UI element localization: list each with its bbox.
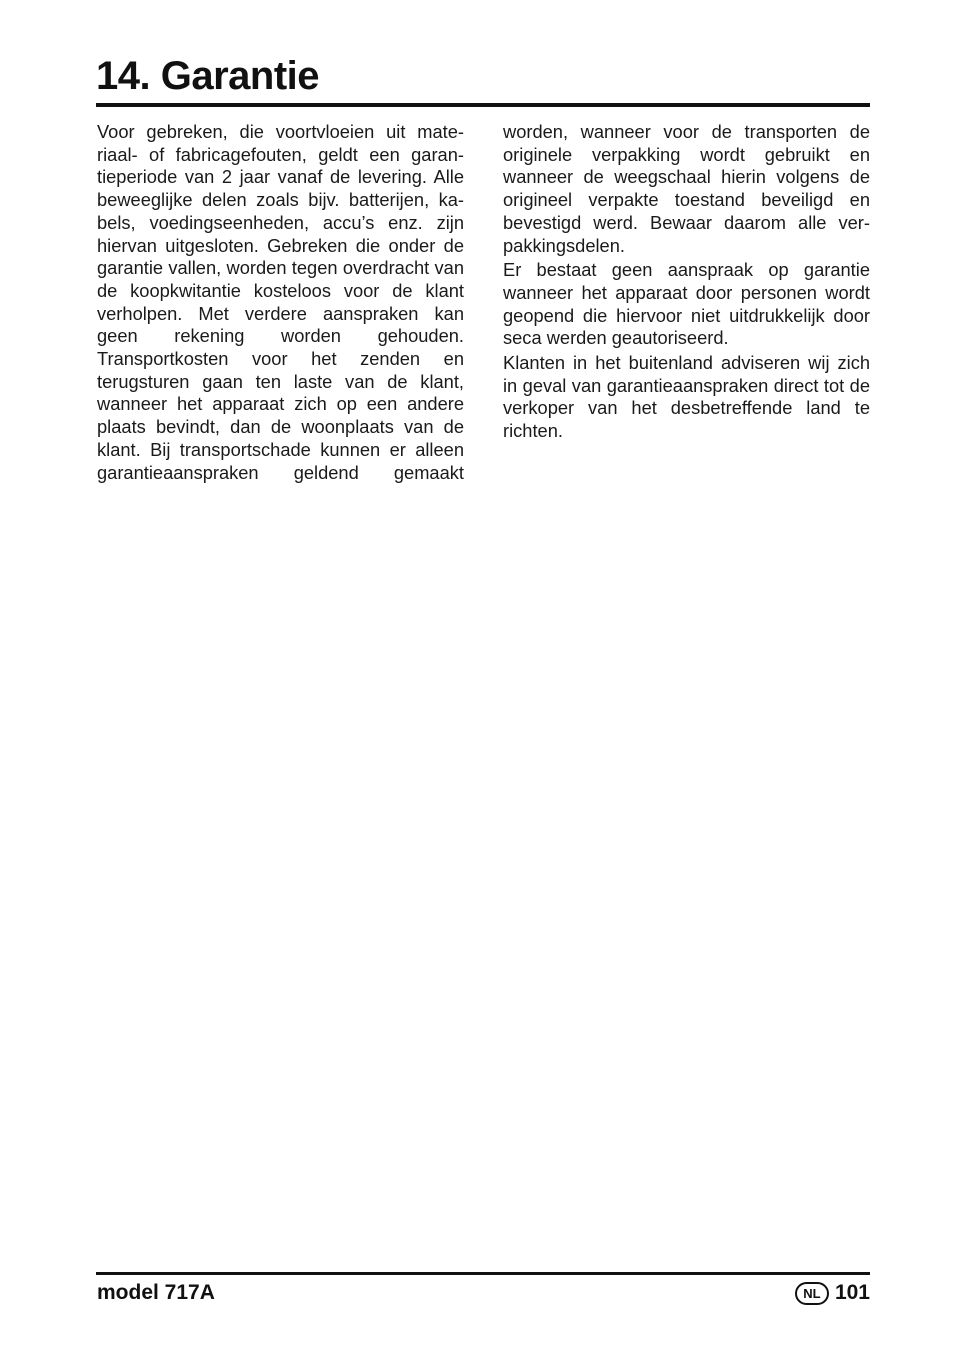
page-number: 101 bbox=[834, 1281, 870, 1304]
paragraph: Er bestaat geen aanspraak op garantie wanneer het apparaat door personen wordt geopend die hiervoor niet uitdrukkelijk door seca werden geautoriseerd. bbox=[503, 259, 870, 349]
title-divider bbox=[96, 103, 870, 107]
text-column-left bbox=[97, 121, 464, 484]
footer-divider bbox=[96, 1272, 870, 1275]
page-title: 14. Garantie bbox=[96, 54, 320, 98]
model-label: model 717A bbox=[97, 1281, 215, 1304]
language-badge: NL bbox=[795, 1282, 829, 1305]
paragraph: Voor gebreken, die voortvloeien uit materiaal- of fabricagefouten, geldt een garantieperiode van 2 jaar vanaf de levering. Alle beweeglijke delen zoals bijv. batterijen, kabels, voedingseenheden, accu’s enz. zijn hiervan uitgesloten. Gebreken die onder de garantie vallen, worden tegen overdracht van de koopkwitantie kosteloos voor de klant verholpen. Met verdere aanspraken kan geen rekening worden gehouden. Transportkosten voor het zenden en terugsturen gaan ten laste van de klant, wanneer het apparaat zich op een andere plaats bevindt, dan de woonplaats van de klant. Bij transportschade kunnen er alleen garantieaanspraken geldend gemaakt bbox=[97, 121, 464, 483]
paragraph: worden, wanneer voor de transporten de originele verpakking wordt gebruikt en wanneer de weegschaal hierin volgens de origineel verpakte toestand beveiligd en bevestigd werd. Bewaar daarom alle verpakkingsdelen. bbox=[503, 121, 870, 256]
text-column-right bbox=[503, 121, 870, 443]
paragraph: Klanten in het buitenland adviseren wij zich in geval van garantieaanspraken direct tot de verkoper van het desbetreffende land te richten. bbox=[503, 352, 870, 442]
page-footer-right bbox=[795, 1279, 870, 1307]
